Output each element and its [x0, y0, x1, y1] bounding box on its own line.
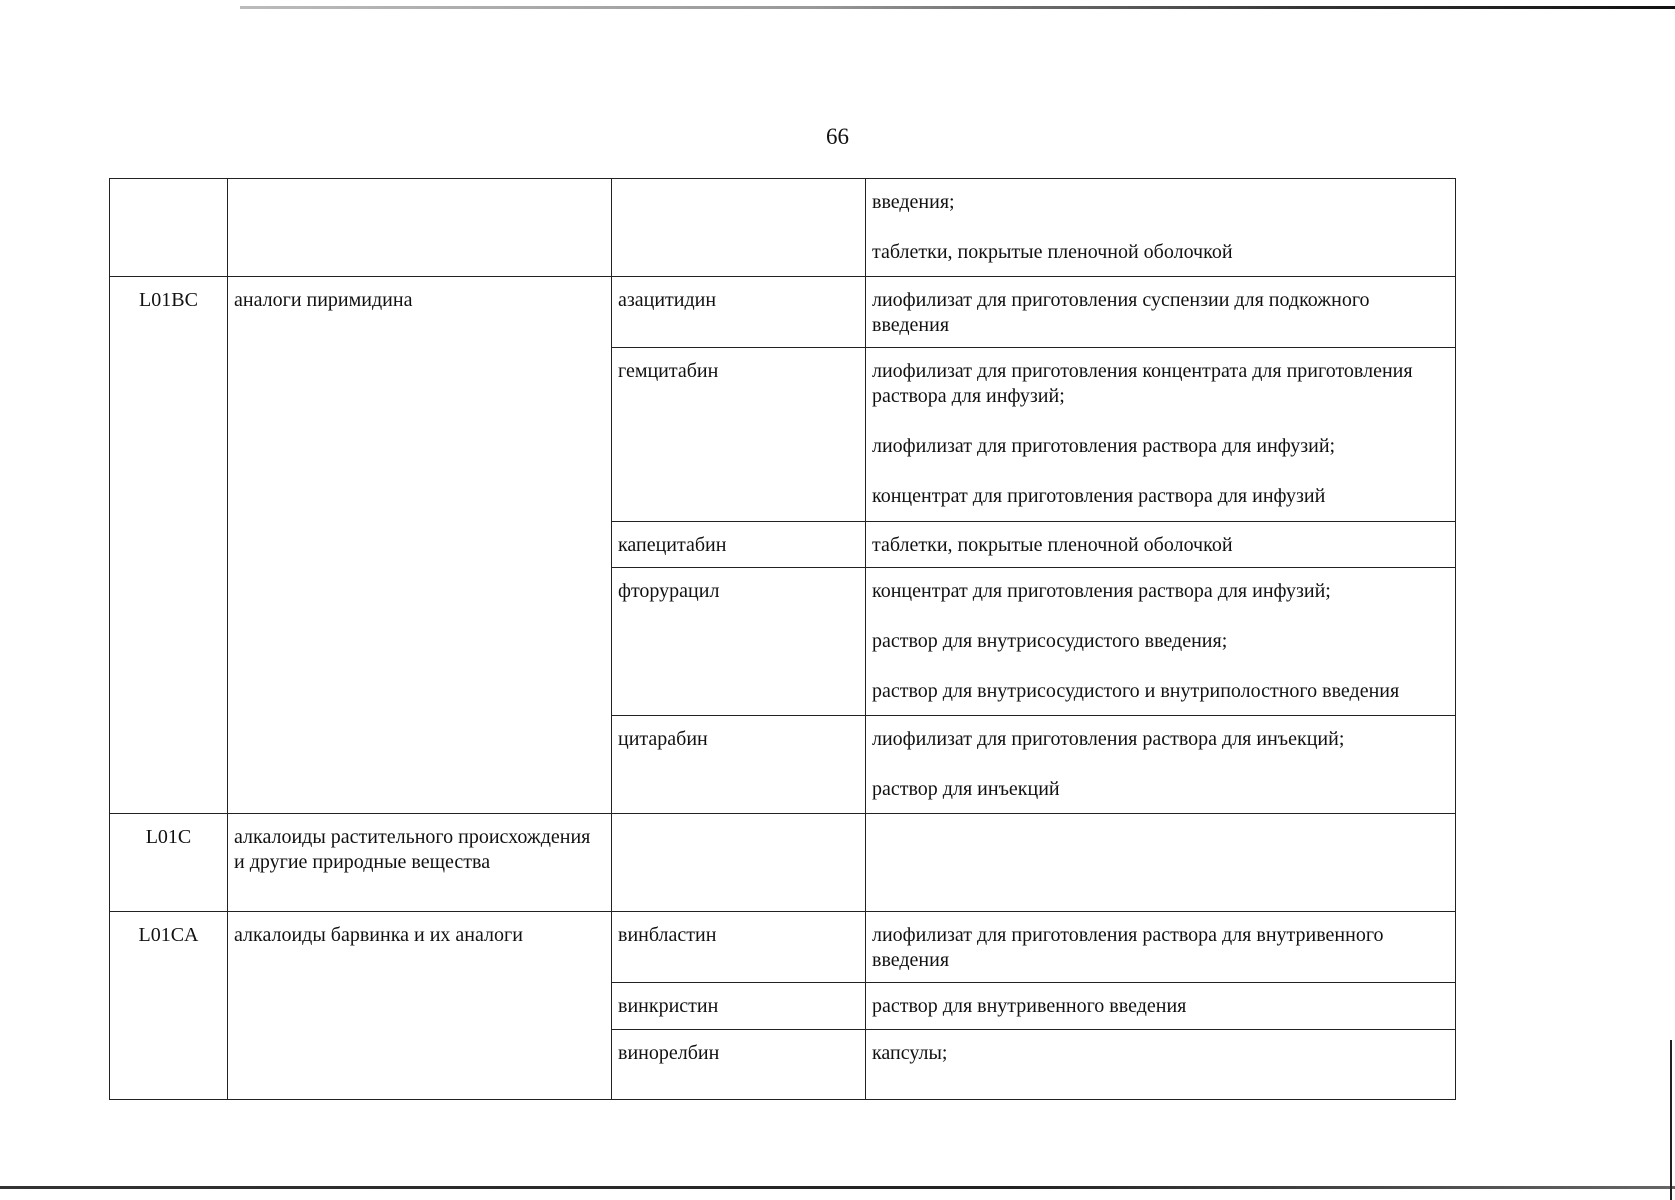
- drug-name-cell: винорелбин: [612, 1030, 866, 1100]
- dosage-form: раствор для внутривенного введения: [872, 995, 1187, 1017]
- dosage-forms-cell: [866, 277, 1456, 348]
- scan-edge-bottom: [0, 1186, 1675, 1189]
- dosage-forms-cell: [866, 1030, 1456, 1100]
- table-row: [110, 277, 1456, 348]
- table-row: [110, 814, 1456, 912]
- scan-edge-right: [1670, 1040, 1672, 1200]
- table-row: [110, 179, 1456, 277]
- dosage-form: лиофилизат для приготовления раствора для инъекций;: [872, 728, 1345, 750]
- drug-name-cell: капецитабин: [612, 522, 866, 568]
- dosage-form: таблетки, покрытые пленочной оболочкой: [872, 241, 1233, 263]
- dosage-forms-cell: [866, 983, 1456, 1030]
- dosage-forms-cell: [866, 348, 1456, 522]
- drug-name-cell: [612, 179, 866, 277]
- drug-name-cell: цитарабин: [612, 716, 866, 814]
- dosage-form: раствор для внутрисосудистого введения;: [872, 630, 1228, 652]
- dosage-form: лиофилизат для приготовления концентрата для приготовления раствора для инфузий;: [872, 360, 1413, 407]
- dosage-forms-cell: [866, 814, 1456, 912]
- page-number: 66: [826, 124, 849, 149]
- dosage-form: таблетки, покрытые пленочной оболочкой: [872, 534, 1233, 556]
- dosage-forms-cell: [866, 568, 1456, 716]
- dosage-form: раствор для инъекций: [872, 778, 1060, 800]
- atc-code-cell: L01C: [110, 814, 228, 912]
- dosage-form: концентрат для приготовления раствора для инфузий;: [872, 580, 1331, 602]
- dosage-forms-cell: [866, 179, 1456, 277]
- dosage-form: лиофилизат для приготовления суспензии для подкожного введения: [872, 289, 1370, 336]
- dosage-form: лиофилизат для приготовления раствора для внутривенного введения: [872, 924, 1384, 971]
- atc-code-cell: L01CA: [110, 912, 228, 1100]
- dosage-form: капсулы;: [872, 1042, 948, 1064]
- drug-name-cell: азацитидин: [612, 277, 866, 348]
- drug-name-cell: [612, 814, 866, 912]
- group-name-cell: аналоги пиримидина: [228, 277, 612, 814]
- atc-code-cell: L01BC: [110, 277, 228, 814]
- drug-name-cell: винкристин: [612, 983, 866, 1030]
- dosage-form: лиофилизат для приготовления раствора для инфузий;: [872, 435, 1336, 457]
- dosage-forms-cell: [866, 522, 1456, 568]
- dosage-forms-cell: [866, 912, 1456, 983]
- group-name-cell: [228, 179, 612, 277]
- medication-table: [109, 178, 1456, 1100]
- drug-name-cell: винбластин: [612, 912, 866, 983]
- dosage-form: введения;: [872, 191, 955, 213]
- dosage-forms-cell: [866, 716, 1456, 814]
- dosage-form: концентрат для приготовления раствора для инфузий: [872, 485, 1326, 507]
- dosage-form: раствор для внутрисосудистого и внутриполостного введения: [872, 680, 1400, 702]
- scan-edge-top: [240, 6, 1675, 9]
- drug-name-cell: фторурацил: [612, 568, 866, 716]
- drug-name-cell: гемцитабин: [612, 348, 866, 522]
- group-name-cell: алкалоиды барвинка и их аналоги: [228, 912, 612, 1100]
- table-row: [110, 912, 1456, 983]
- group-name-cell: алкалоиды растительного происхождения и другие природные вещества: [228, 814, 612, 912]
- atc-code-cell: [110, 179, 228, 277]
